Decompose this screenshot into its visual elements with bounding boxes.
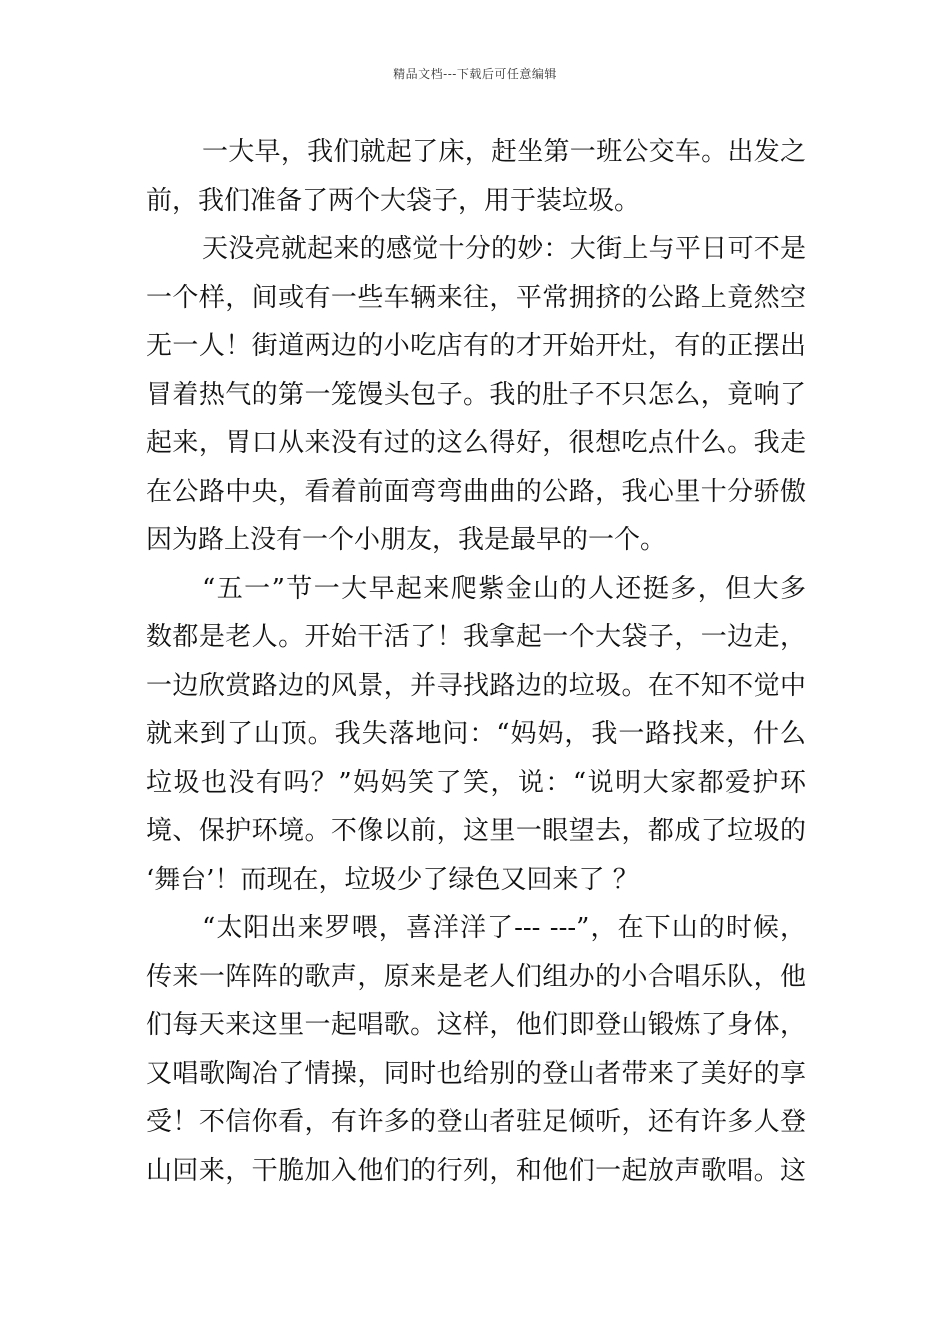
text-line: 们每天来这里一起唱歌。这样，他们即登山锻炼了身体， <box>146 1010 806 1040</box>
text-line: 受！不信你看，有许多的登山者驻足倾听，还有许多人登 <box>146 1107 806 1137</box>
text-line: 就来到了山顶。我失落地问：“妈妈，我一路找来，什么 <box>146 719 806 749</box>
text-line: 山回来，干脆加入他们的行列，和他们一起放声歌唱。这 <box>146 1155 806 1186</box>
text-line: 一个样，间或有一些车辆来往，平常拥挤的公路上竟然空 <box>146 282 806 313</box>
paragraph-1 <box>146 128 806 225</box>
text-line: 在公路中央，看着前面弯弯曲曲的公路，我心里十分骄傲 <box>146 476 806 507</box>
paragraph-4 <box>146 904 806 1195</box>
paragraph-2 <box>146 225 806 565</box>
text-line: 境、保护环境。不像以前，这里一眼望去，都成了垃圾的 <box>146 816 806 846</box>
text-line: 前，我们准备了两个大袋子，用于装垃圾。 <box>146 185 641 216</box>
document-body <box>146 128 806 1195</box>
text-line: 一边欣赏路边的风景，并寻找路边的垃圾。在不知不觉中 <box>146 670 806 701</box>
text-line: 冒着热气的第一笼馒头包子。我的肚子不只怎么，竟响了 <box>146 379 806 410</box>
text-line: ‘舞台’！而现在，垃圾少了绿色又回来了 ？ <box>146 864 639 895</box>
page-header: 精品文档---下载后可任意编辑 <box>393 67 557 81</box>
paragraph-3 <box>146 565 806 905</box>
text-line: 无一人！街道两边的小吃店有的才开始开灶，有的正摆出 <box>146 331 806 361</box>
text-line: 起来，胃口从来没有过的这么得好，很想吃点什么。我走 <box>146 428 806 458</box>
text-line: 一大早，我们就起了床，赶坐第一班公交车。出发之 <box>202 137 806 167</box>
text-line: 数都是老人。开始干活了！我拿起一个大袋子，一边走， <box>146 622 806 652</box>
text-line: 因为路上没有一个小朋友，我是最早的一个。 <box>146 525 667 555</box>
text-line: 垃圾也没有吗？”妈妈笑了笑，说：“说明大家都爱护环 <box>146 767 806 798</box>
text-line: 天没亮就起来的感觉十分的妙：大街上与平日可不是 <box>202 234 806 264</box>
text-line: 又唱歌陶冶了情操，同时也给别的登山者带来了美好的享 <box>146 1058 806 1089</box>
text-line: “五一”节一大早起来爬紫金山的人还挺多，但大多 <box>202 573 806 604</box>
text-line: “太阳出来罗喂，喜洋洋了--- ---”，在下山的时候， <box>202 913 806 943</box>
text-line: 传来一阵阵的歌声，原来是老人们组办的小合唱乐队，他 <box>146 961 806 992</box>
